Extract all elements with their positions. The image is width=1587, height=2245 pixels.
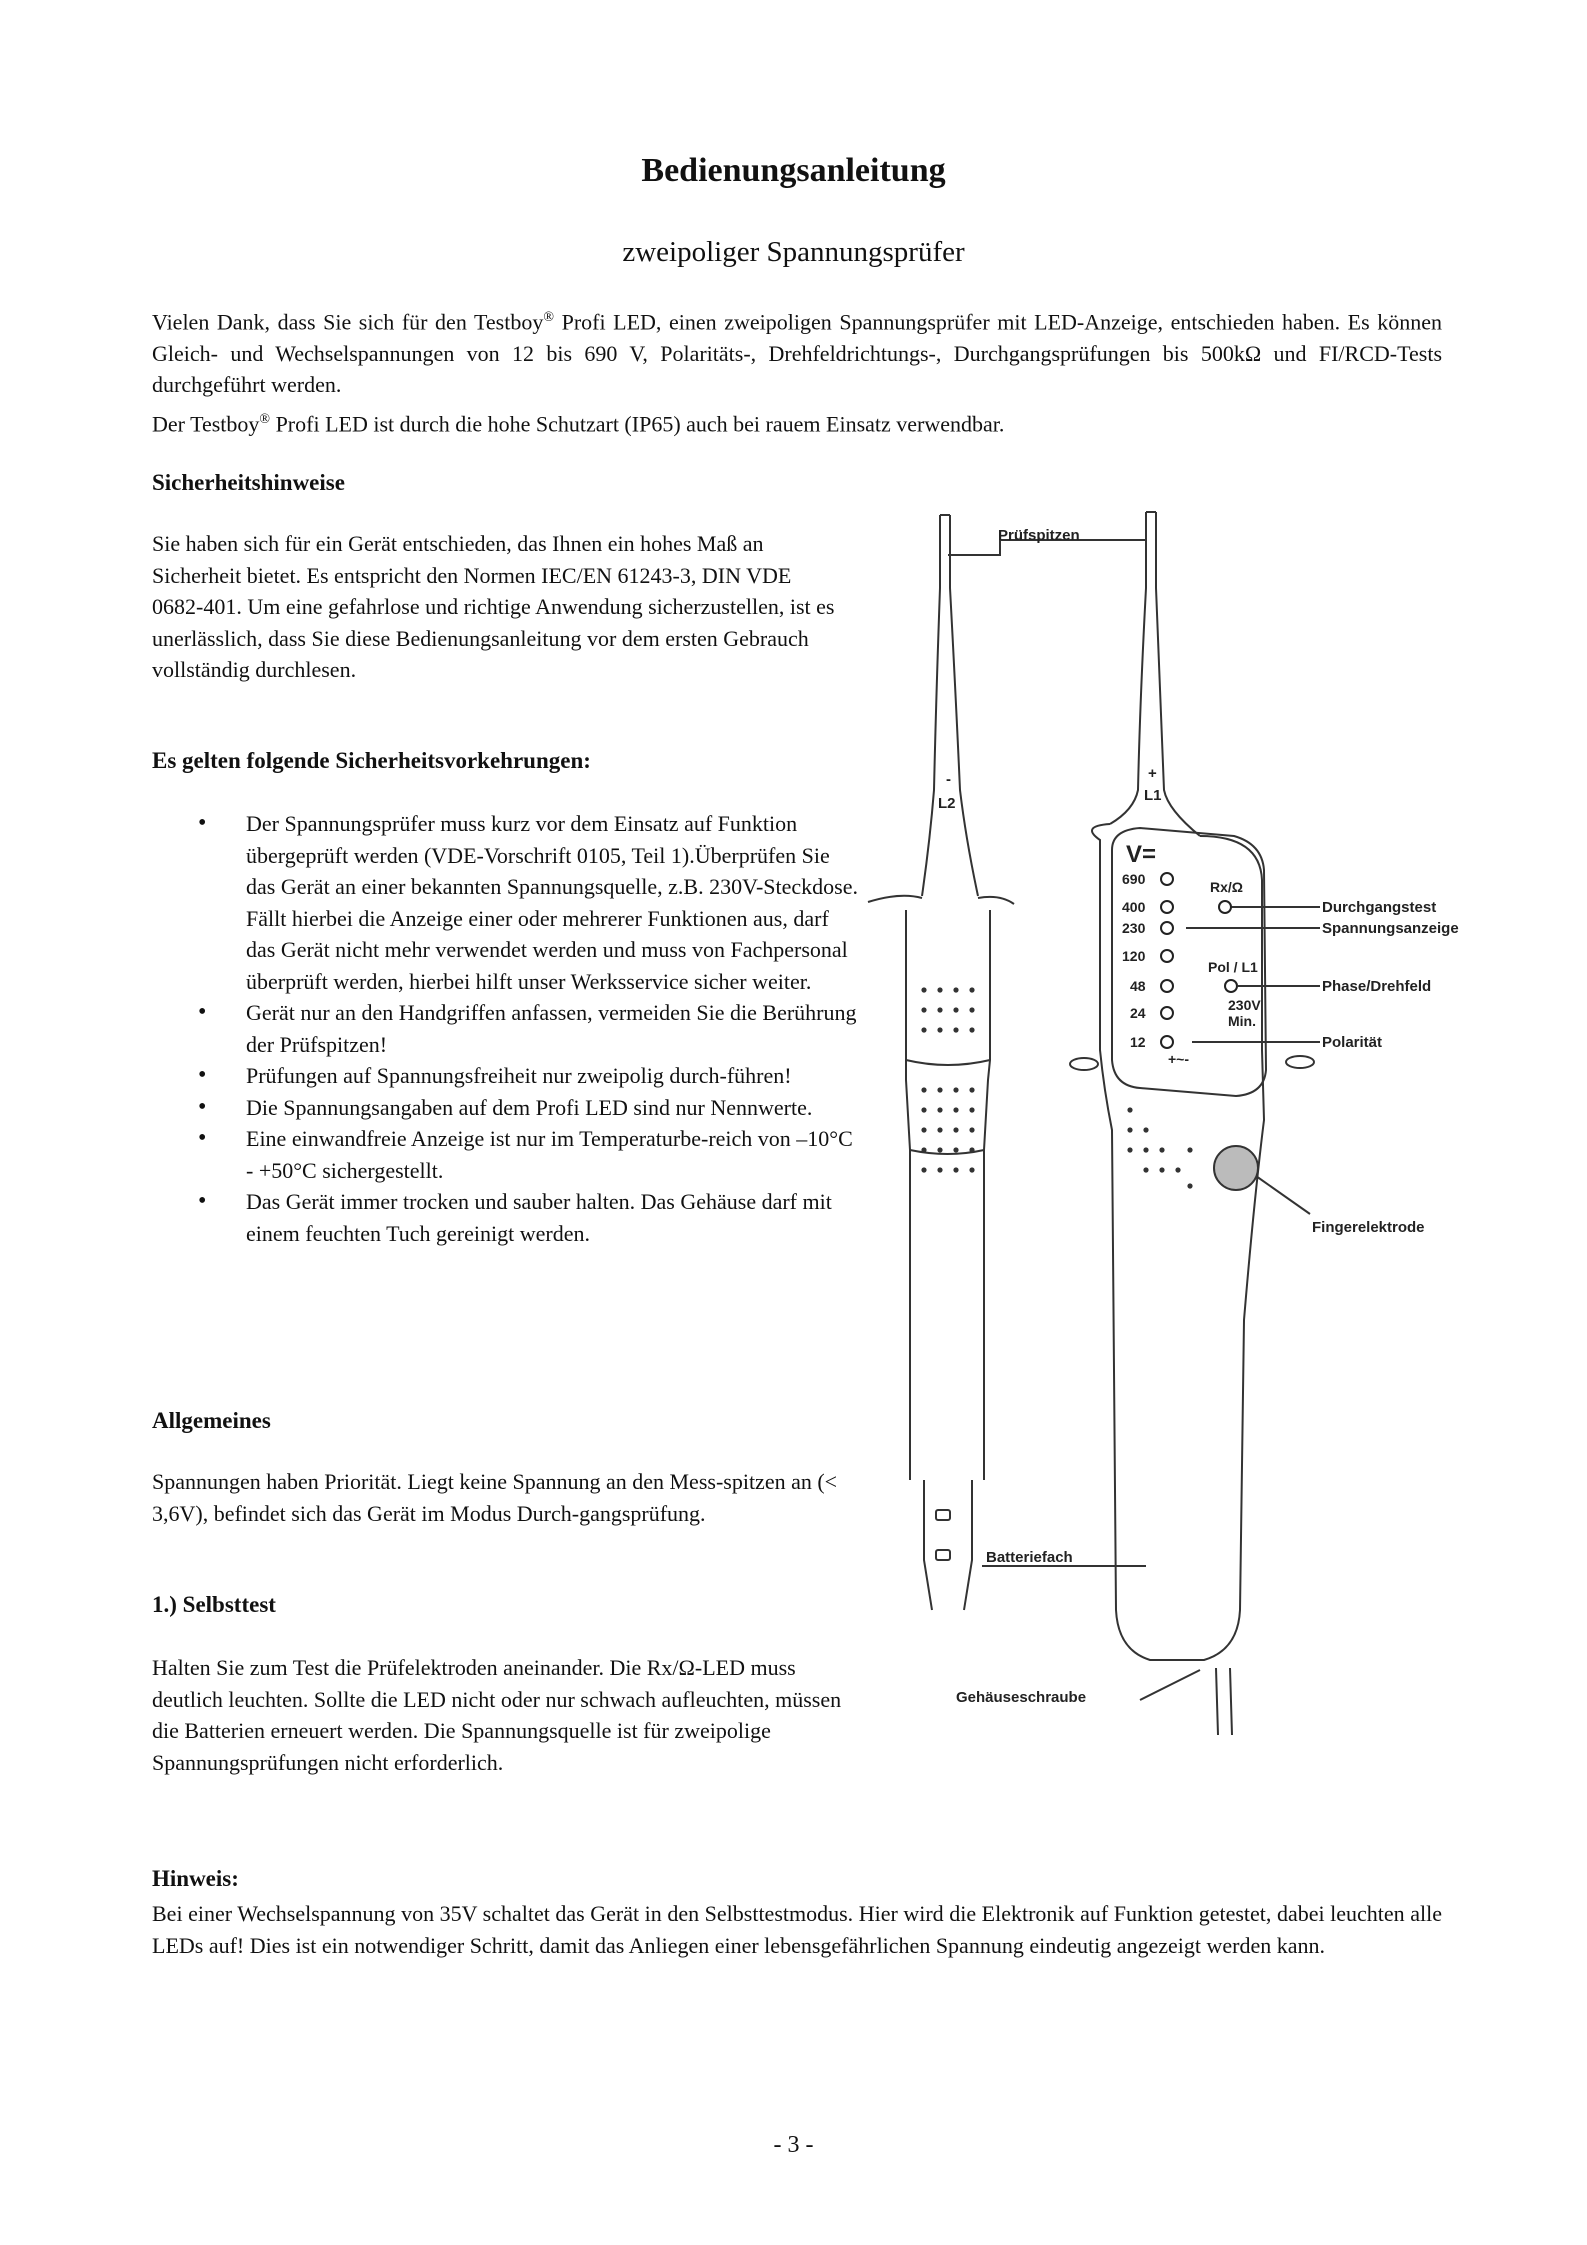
intro-paragraph-2 (152, 404, 1442, 440)
phase-label: Phase/Drehfeld (1322, 978, 1432, 995)
scale-12: 12 (1130, 1034, 1146, 1050)
finger-leader (1256, 1176, 1310, 1214)
intro-text-a: Vielen Dank, dass Sie sich für den Testboy (152, 309, 544, 335)
scale-48: 48 (1130, 978, 1146, 994)
finger-electrode-label: Fingerelektrode (1312, 1219, 1425, 1236)
voltage-tester-diagram (860, 495, 1500, 1785)
registered-mark: ® (543, 310, 554, 325)
scale-230: 230 (1122, 920, 1146, 936)
l2-label: L2 (938, 795, 956, 812)
continuity-label: Durchgangstest (1322, 899, 1437, 916)
left-flange (868, 896, 1014, 904)
scale-24: 24 (1130, 1005, 1146, 1021)
right-body (1092, 824, 1264, 1660)
pol-label: Pol / L1 (1208, 959, 1258, 975)
general-text: Spannungen haben Priorität. Liegt keine Spannung an den Mess-spitzen an (< 3,6V), befindet sich das Gerät im Modus Durch-gangsprüfung. (152, 1469, 838, 1526)
intro-text-c: Der Testboy (152, 411, 260, 437)
general-heading: Allgemeines (152, 1408, 271, 1433)
intro-paragraph (152, 302, 1442, 401)
l1-label: L1 (1144, 787, 1162, 804)
safety-text: Sie haben sich für ein Gerät entschieden, das Ihnen ein hohes Maß an Sicherheit bietet. Es entspricht den Normen IEC/EN 61243-3, DIN VDE 0682-401. Um eine gefahrlose und richtige Anwendung sicherzustellen, ist es unerlässlich, dass Sie diese Bedienungsanleitung vor dem ersten Gebrauch vollständig durchlesen. (152, 531, 835, 682)
list-item: • Eine einwandfreie Anzeige ist nur im Temperaturbe-reich von –10°C - +50°C sichergestellt. (198, 1123, 858, 1186)
l2-sign: - (946, 771, 951, 788)
left-cable (924, 1480, 972, 1610)
safety-heading: Sicherheitshinweise (152, 470, 345, 495)
left-clip (1070, 1058, 1098, 1070)
selftest-text: Halten Sie zum Test die Prüfelektroden aneinander. Die Rx/Ω-LED muss deutlich leuchten. Sollte die LED nicht oder nur schwach aufleuchten, müssen die Batterien erneuert werden. Die Spannungsquelle ist für zweipolige Spannungsprüfungen nicht erforderlich. (152, 1655, 842, 1775)
note-text: Bei einer Wechselspannung von 35V schaltet das Gerät in den Selbsttestmodus. Hier wird die Elektronik auf Funktion getestet, dabei leuchten alle LEDs auf! Dies ist ein notwendiger Schritt, damit das Anliegen einer lebensgefährlichen Spannung eindeutig angezeigt werden kann. (152, 1901, 1442, 1958)
note-heading: Hinweis: (152, 1866, 239, 1891)
right-grip-dots (1127, 1107, 1192, 1188)
probe-tips-label: Prüfspitzen (998, 527, 1080, 544)
left-probe-shaft (922, 588, 940, 896)
scale-400: 400 (1122, 899, 1146, 915)
page-number: - 3 - (773, 2132, 814, 2158)
min-voltage-label: 230V (1228, 997, 1261, 1013)
voltage-display-label: Spannungsanzeige (1322, 920, 1459, 937)
left-handle (906, 910, 910, 1480)
scale-120: 120 (1122, 948, 1146, 964)
scale-690: 690 (1122, 871, 1146, 887)
finger-electrode (1214, 1146, 1258, 1190)
left-grip-dots (921, 987, 974, 1172)
document-subtitle: zweipoliger Spannungsprüfer (622, 236, 965, 268)
right-clip (1286, 1056, 1314, 1068)
registered-mark: ® (259, 412, 271, 427)
list-item: • Der Spannungsprüfer muss kurz vor dem Einsatz auf Funktion übergeprüft werden (VDE-Vorschrift 0105, Teil 1).Überprüfen Sie das Gerät an einer bekannten Spannungsquelle, z.B. 230V-Steckdose. Fällt hierbei die Anzeige einer oder mehrerer Funktionen aus, darf das Gerät nicht mehr verwendet werden und muss von Fachpersonal überprüft werden, hierbei hilft unser Werksservice sicher weiter. (198, 808, 858, 997)
plus-minus-label: +~- (1168, 1051, 1190, 1067)
battery-label: Batteriefach (986, 1549, 1073, 1566)
right-probe-tip (1146, 512, 1156, 588)
screw-leader (1140, 1670, 1200, 1700)
precautions-heading: Es gelten folgende Sicherheitsvorkehrungen: (152, 748, 591, 773)
left-probe-tip (940, 515, 950, 588)
rx-label: Rx/Ω (1210, 879, 1244, 895)
precautions-list (198, 808, 858, 1249)
tail (1216, 1668, 1232, 1735)
list-item: • Prüfungen auf Spannungsfreiheit nur zweipolig durch-führen! (198, 1060, 858, 1092)
selftest-heading: 1.) Selbsttest (152, 1592, 276, 1617)
list-item: • Die Spannungsangaben auf dem Profi LED sind nur Nennwerte. (198, 1092, 858, 1124)
list-item: • Das Gerät immer trocken und sauber halten. Das Gehäuse darf mit einem feuchten Tuch gereinigt werden. (198, 1186, 858, 1249)
l1-sign: + (1148, 765, 1157, 782)
polarity-label: Polarität (1322, 1034, 1383, 1051)
voltage-symbol: V= (1126, 841, 1157, 868)
list-item: • Gerät nur an den Handgriffen anfassen, vermeiden Sie die Berührung der Prüfspitzen! (198, 997, 858, 1060)
right-probe-shaft (1110, 588, 1146, 824)
min-label: Min. (1228, 1013, 1256, 1029)
document-title: Bedienungsanleitung (641, 152, 946, 189)
intro-text-b: Profi LED, einen zweipoligen Spannungsprüfer mit LED-Anzeige, entschieden haben. Es können Gleich- und Wechselspannungen von 12 bis 690 V, Polaritäts-, Drehfeldrichtungs-, Durchgangsprüfungen bis 500kΩ und FI/RCD-Tests durchgeführt werden. (152, 309, 1442, 398)
intro-text-d: Profi LED ist durch die hohe Schutzart (IP65) auch bei rauem Einsatz verwendbar. (270, 411, 1005, 437)
screw-label: Gehäuseschraube (956, 1689, 1087, 1706)
